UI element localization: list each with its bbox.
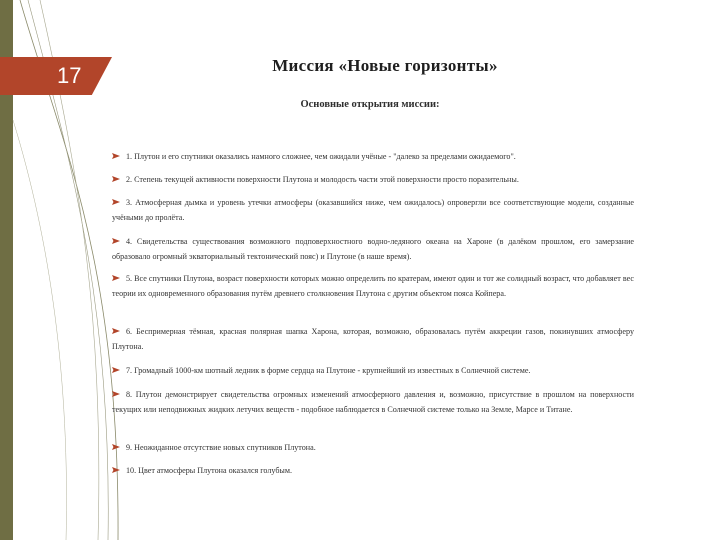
list-item xyxy=(112,324,634,354)
arrow-bullet-icon xyxy=(112,391,120,397)
page-subtitle: Основные открытия миссии: xyxy=(300,99,440,110)
arrow-bullet-icon xyxy=(112,176,120,182)
list-item xyxy=(112,172,634,187)
list-item xyxy=(112,363,634,378)
list-item-text: 4. Свидетельства существования возможного подповерхностного водно-ледяного океана на Хароне (в далёком прошлом, его замерзание образовало огромный экваториальный тектонический пояс) и Плутоне (в наше время). xyxy=(112,237,634,261)
arrow-bullet-icon xyxy=(112,367,120,373)
slide-number-badge xyxy=(0,57,112,95)
list-item-text: 10. Цвет атмосферы Плутона оказался голубым. xyxy=(126,466,293,475)
list-item xyxy=(112,440,634,455)
list-item-text: 7. Громадный 1000-км шотный ледник в форме сердца на Плутоне - крупнейший из известных в Солнечной системе. xyxy=(126,366,531,375)
list-item-text: 3. Атмосферная дымка и уровень утечки атмосферы (оказавшийся ниже, чем ожидалось) опровергли все соответствующие модели, созданные учёными до пролёта. xyxy=(112,198,634,222)
arrow-bullet-icon xyxy=(112,238,120,244)
list-item-text: 2. Степень текущей активности поверхности Плутона и молодость части этой поверхности просто поразительны. xyxy=(126,175,519,184)
list-item-text: 1. Плутон и его спутники оказались намного сложнее, чем ожидали учёные - "далеко за пределами ожидаемого". xyxy=(126,152,516,161)
list-item xyxy=(112,149,634,164)
list-item-text: 9. Неожиданное отсутствие новых спутников Плутона. xyxy=(126,443,316,452)
arrow-bullet-icon xyxy=(112,275,120,281)
list-item-text: 6. Беспримерная тёмная, красная полярная шапка Харона, которая, возможно, образовалась путём аккреции газов, покинувших атмосферу Плутона. xyxy=(112,327,634,351)
list-item xyxy=(112,234,634,264)
arrow-bullet-icon xyxy=(112,444,120,450)
page-title: Миссия «Новые горизонты» xyxy=(272,56,498,75)
list-item-text: 5. Все спутники Плутона, возраст поверхности которых можно определить по кратерам, имеют один и тот же солидный возраст, что добавляет вес теории их одновременного образования путём древнего столкновения Плутона с другим объектом пояса Койпера. xyxy=(112,274,634,298)
list-item xyxy=(112,195,634,225)
list-item xyxy=(112,463,634,478)
arrow-bullet-icon xyxy=(112,328,120,334)
arrow-bullet-icon xyxy=(112,153,120,159)
list-item-text: 8. Плутон демонстрирует свидетельства огромных изменений атмосферного давления и, возможно, присутствие в прошлом на поверхности текущих или неподвижных жидких летучих веществ - подобное наблюдается в Солнечной системе только на Земле, Марсе и Титане. xyxy=(112,390,634,414)
list-item xyxy=(112,387,634,417)
arrow-bullet-icon xyxy=(112,199,120,205)
arrow-bullet-icon xyxy=(112,467,120,473)
slide-number: 17 xyxy=(57,63,82,88)
list-item xyxy=(112,271,634,301)
